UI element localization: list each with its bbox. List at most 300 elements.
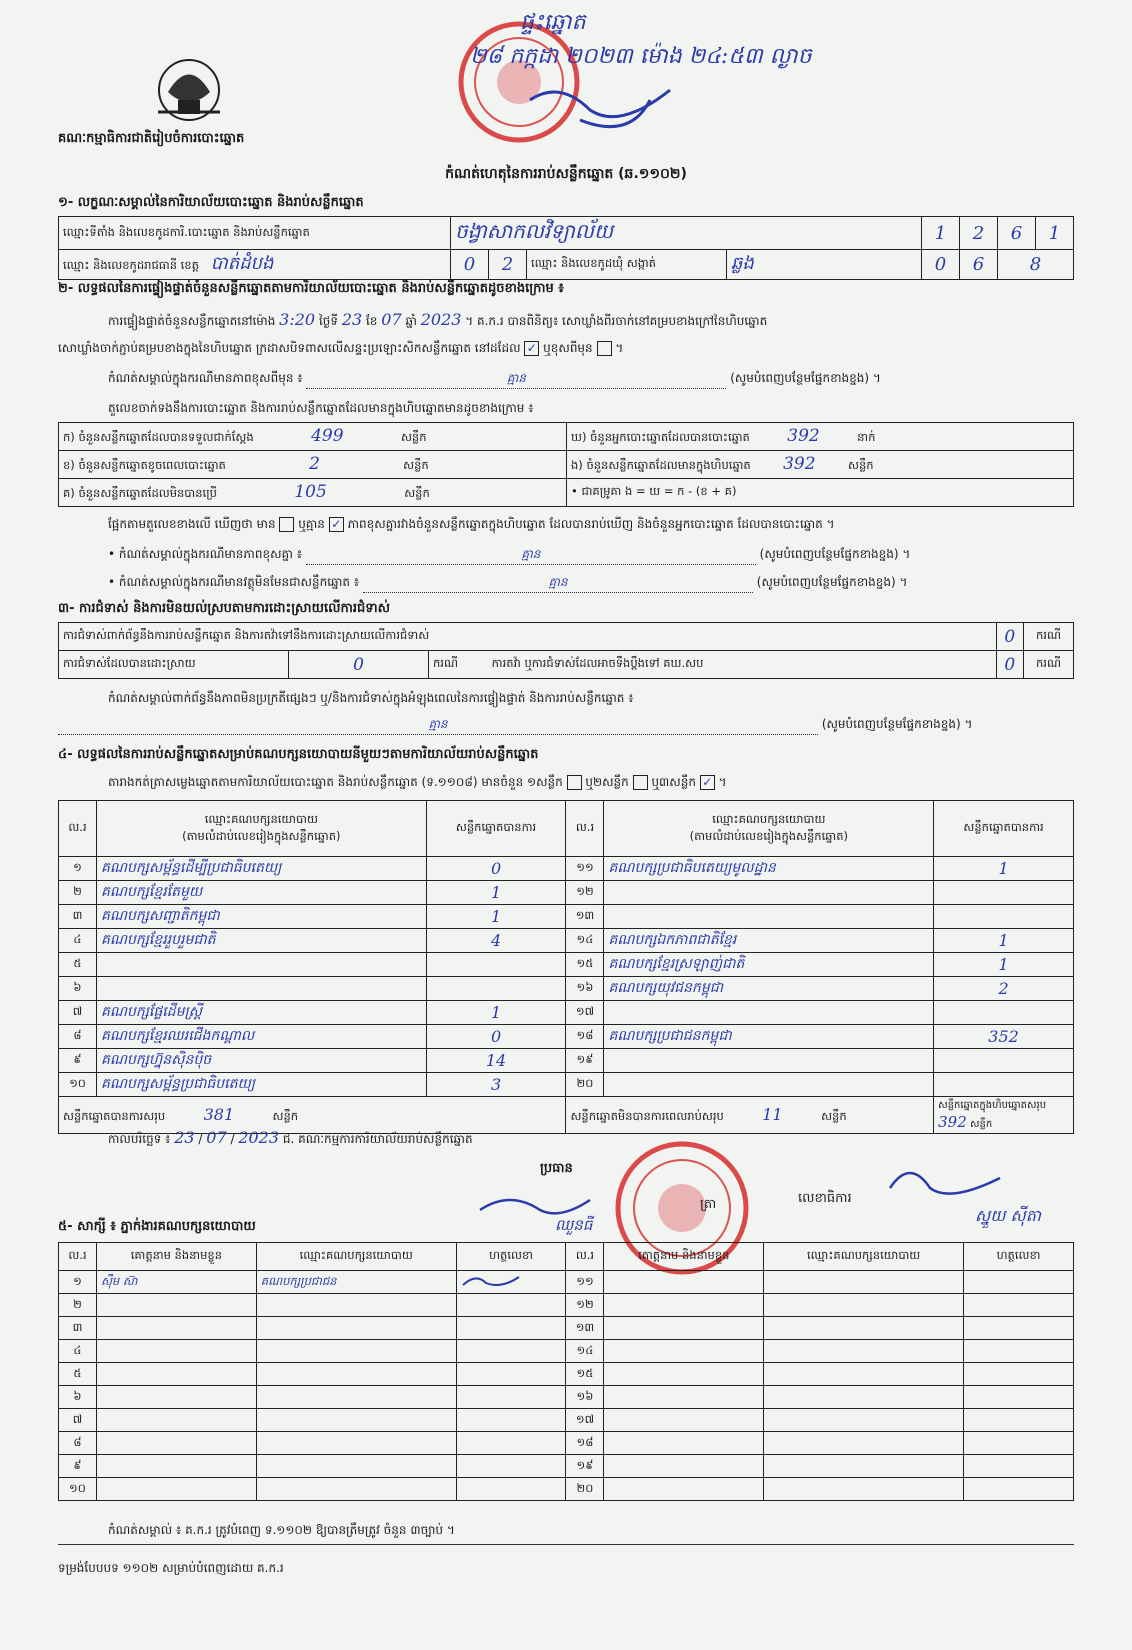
complaints-row-2-unit-and-label <box>429 651 997 679</box>
witness-name-right <box>604 1386 764 1409</box>
footer-note: កំណត់សម្គាល់ ៖ គ.ក.រ ត្រូវបំពេញ ទ.១១០២ ឱ្យបានត្រឹមត្រូវ ចំនួន ៣ច្បាប់ ។ <box>108 1523 455 1537</box>
party-no-left: ១ <box>59 857 97 881</box>
commune-value: ឆ្លង <box>727 250 922 280</box>
witness-party-left <box>256 1363 456 1386</box>
row-d-unit: នាក់ <box>857 430 876 444</box>
dateline-year: 2023 <box>238 1128 280 1147</box>
witness-no-right: ២០ <box>566 1478 604 1501</box>
witness-no-left: ២ <box>59 1294 97 1317</box>
party-name-right: គណបក្សប្រជាធិបតេយ្យមូលដ្ឋាន <box>604 857 934 881</box>
station-code-1: 1 <box>922 217 960 250</box>
table-row <box>59 1432 1074 1455</box>
witness-sign-right <box>964 1478 1074 1501</box>
row-c <box>59 479 567 507</box>
witness-name-right <box>604 1294 764 1317</box>
verification-line-1 <box>58 310 1074 331</box>
witness-party-left <box>256 1478 456 1501</box>
section-3-note-suffix: (សូមបំពេញបន្ថែមផ្នែកខាងខ្នង) ។ <box>821 717 973 731</box>
col-votes-right: សន្លឹកឆ្នោតបានការ <box>934 801 1074 857</box>
party-votes-right: 1 <box>934 929 1074 953</box>
chair-label: ប្រធាន <box>540 1161 573 1176</box>
two-sheet-label: ឬ២សន្លឹក <box>585 775 629 789</box>
witness-sign-left <box>456 1386 566 1409</box>
complaints-row-2-value: 0 <box>289 651 429 679</box>
party-name-left: គណបក្សសញ្ជាតិកម្ពុជា <box>96 905 426 929</box>
results-table <box>58 800 1074 1134</box>
witness-col-sign-left: ហត្ថលេខា <box>456 1243 566 1271</box>
witness-party-right <box>764 1294 964 1317</box>
verification-line-1-rest: ។ គ.ក.រ បានពិនិត្យ៖ សោឃ្លាំងពីរចាក់នៅគម្របខាងក្រៅនៃហិបឆ្នោត <box>465 314 768 328</box>
party-name-right <box>604 881 934 905</box>
commune-label: ឈ្មោះ និងលេខកូដឃុំ សង្កាត់ <box>527 250 727 280</box>
col-party-right <box>604 801 934 857</box>
witness-table <box>58 1242 1074 1501</box>
party-name-right: គណបក្សយុវជនកម្ពុជា <box>604 977 934 1001</box>
witness-name-right <box>604 1409 764 1432</box>
diff-has-label: ផ្អែកតាមតួលេខខាងលើ ឃើញថា មាន <box>108 517 276 531</box>
witness-party-right <box>764 1455 964 1478</box>
dateline-month: 07 <box>206 1128 227 1147</box>
party-no-right: ១៧ <box>566 1001 604 1025</box>
party-no-left: ២ <box>59 881 97 905</box>
unchanged-checkbox[interactable]: ✓ <box>524 341 539 356</box>
witness-party-right <box>764 1271 964 1294</box>
witness-name-left: ស៊ឹម ស៊ា <box>96 1271 256 1294</box>
form-title: កំណត់ហេតុនៃការរាប់សន្លឹកឆ្នោត (ឆ.១១០២) <box>445 166 687 182</box>
footer-divider <box>58 1544 1074 1545</box>
party-name-left: គណបក្សខ្មែរតែមួយ <box>96 881 426 905</box>
witness-sign-right <box>964 1317 1074 1340</box>
party-votes-left: 0 <box>426 1025 566 1049</box>
complaints-row-2-label: ការជំទាស់ដែលបានដោះស្រាយ <box>59 651 289 679</box>
province-row <box>59 250 451 280</box>
station-value: ចង្វាសាកលវិទ្យាល័យ <box>451 217 922 250</box>
table-row <box>59 1455 1074 1478</box>
row-d-label: ឃ) ចំនួនអ្នកបោះឆ្នោតដែលបានបោះឆ្នោត <box>571 430 750 444</box>
intro-text: តារាងកត់ត្រាសម្លេងឆ្នោតតាមការិយាល័យបោះឆ្នោត និងរាប់សន្លឹកឆ្នោត (ទ.១១០៨) មានចំនួន ១សន្លឹក <box>108 775 563 789</box>
witness-no-right: ១៣ <box>566 1317 604 1340</box>
witness-no-left: ៤ <box>59 1340 97 1363</box>
party-name-right <box>604 1073 934 1097</box>
witness-sign-right <box>964 1271 1074 1294</box>
complaints-table <box>58 622 1074 679</box>
witness-no-right: ១៦ <box>566 1386 604 1409</box>
dateline-day: 23 <box>174 1128 195 1147</box>
form-id: ទម្រង់បែបបទ ១១០២ សម្រាប់បំពេញដោយ គ.ក.រ <box>58 1561 284 1575</box>
one-sheet-checkbox[interactable] <box>567 775 582 790</box>
station-code-4: 1 <box>1036 217 1074 250</box>
witness-sign-left <box>456 1317 566 1340</box>
witness-no-right: ១១ <box>566 1271 604 1294</box>
witness-sign-left <box>456 1432 566 1455</box>
note-3-label: • កំណត់សម្គាល់ក្នុងករណីមានវត្ថុមិនមែនជាសន្លឹកឆ្នោត ៖ <box>108 575 360 589</box>
party-no-right: ២០ <box>566 1073 604 1097</box>
witness-sign-left <box>456 1271 566 1294</box>
time-value: 3:20 <box>279 310 316 329</box>
row-b-value: 2 <box>309 454 320 474</box>
party-votes-left: 0 <box>426 857 566 881</box>
party-votes-left: 3 <box>426 1073 566 1097</box>
witness-party-left <box>256 1294 456 1317</box>
witness-name-right <box>604 1340 764 1363</box>
witness-name-left <box>96 1409 256 1432</box>
table-row <box>59 1363 1074 1386</box>
witness-sign-right <box>964 1455 1074 1478</box>
row-e <box>567 451 1074 479</box>
party-name-right: គណបក្សប្រជាជនកម្ពុជា <box>604 1025 934 1049</box>
total-box-unit: សន្លឹក <box>969 1119 993 1130</box>
witness-name-right <box>604 1317 764 1340</box>
witness-no-right: ១៨ <box>566 1432 604 1455</box>
witness-col-name-left: គោត្តនាម និងនាមខ្លួន <box>96 1243 256 1271</box>
day-prefix: ថ្ងៃទី <box>318 314 338 328</box>
row-e-value: 392 <box>783 454 816 474</box>
party-name-left: គណបក្សសម្ព័ន្ធដើម្បីប្រជាធិបតេយ្យ <box>96 857 426 881</box>
witness-name-right <box>604 1432 764 1455</box>
section-3-note-label: កំណត់សម្គាល់ពាក់ព័ន្ធនឹងភាពមិនប្រក្រតីផ្សេងៗ ឬ/និងការជំទាស់ក្នុងអំឡុងពេលនៃការផ្ទៀងផ្ទាត់ និងការរាប់សន្លឹកឆ្នោត ៖ <box>108 691 634 705</box>
province-code-1: 0 <box>451 250 489 280</box>
witness-no-left: ៧ <box>59 1409 97 1432</box>
party-name-left: គណបក្សផ្លែដើមស្ត្រី <box>96 1001 426 1025</box>
table-row <box>59 1271 1074 1294</box>
witness-party-right <box>764 1409 964 1432</box>
party-votes-right: 2 <box>934 977 1074 1001</box>
party-votes-left: 1 <box>426 905 566 929</box>
witness-name-right <box>604 1455 764 1478</box>
row-d <box>567 423 1074 451</box>
witness-sign-left <box>456 1455 566 1478</box>
party-name-left: គណបក្សខ្មែររួបរួមជាតិ <box>96 929 426 953</box>
note-3-line <box>58 574 1074 593</box>
party-name-left: គណបក្សហ្វ៊ុនស៊ិនប៉ិច <box>96 1049 426 1073</box>
witness-no-right: ១៧ <box>566 1409 604 1432</box>
party-votes-left: 14 <box>426 1049 566 1073</box>
party-name-right <box>604 1049 934 1073</box>
party-no-left: ៣ <box>59 905 97 929</box>
section-3-note-value: គ្មាន <box>58 716 818 735</box>
party-votes-right: 1 <box>934 857 1074 881</box>
witness-no-right: ១៩ <box>566 1455 604 1478</box>
diff-description: ភាពខុសគ្នារវាងចំនួនសន្លឹកឆ្នោតក្នុងហិបឆ្នោត ដែលបានរាប់ឃើញ និងចំនួនអ្នកបោះឆ្នោត ដែលបានបោះឆ្នោត ។ <box>347 517 835 531</box>
complaints-row-2b-unit: ករណី <box>1024 651 1074 679</box>
row-c-unit: សន្លឹក <box>404 486 430 500</box>
witness-col-no-left: ល.រ <box>59 1243 97 1271</box>
witness-sign-right <box>964 1340 1074 1363</box>
col-votes-left: សន្លឹកឆ្នោតបានការ <box>426 801 566 857</box>
total-valid-value: 381 <box>203 1104 235 1124</box>
station-label: ឈ្មោះទីតាំង និងលេខកូដការិ.បោះឆ្នោត និងរាប់សន្លឹកឆ្នោត <box>59 217 451 250</box>
witness-no-left: ១ <box>59 1271 97 1294</box>
witness-party-right <box>764 1386 964 1409</box>
party-name-right: គណបក្សឯកភាពជាតិខ្មែរ <box>604 929 934 953</box>
verification-line-2: សោឃ្លាំងចាក់ភ្ជាប់គម្របខាងក្នុងនៃហិបឆ្នោត ក្រដាសបិទពាសលើសន្ទះប្រឡោះសិកសន្លឹកឆ្នោត នៅដដែល ✓ ឬខុសពីមុន ។ <box>58 341 624 355</box>
party-name-left <box>96 953 426 977</box>
witness-sign-left <box>456 1363 566 1386</box>
section-1-table <box>58 216 1074 280</box>
complaints-row-1-value: 0 <box>996 623 1023 651</box>
chair-signature-icon <box>470 1180 620 1240</box>
table-row <box>59 1049 1074 1073</box>
witness-name-right <box>604 1271 764 1294</box>
province-label: ឈ្មោះ និងលេខកូដរាជធានី ខេត្ត <box>63 258 199 272</box>
commune-code-3: 8 <box>998 250 1074 280</box>
table-row <box>59 1478 1074 1501</box>
note-3-suffix: (សូមបំពេញបន្ថែមផ្នែកខាងខ្នង) ។ <box>756 575 908 589</box>
formula: • ជាគម្រូគា ង = ឃ = ក - (ខ + គ) <box>567 479 1074 507</box>
party-no-left: ៥ <box>59 953 97 977</box>
complaints-row-2b-label: ការតវ៉ា ឬការជំទាស់ដែលអាចទឹងប្តឹងទៅ គឃ.សប <box>491 656 704 670</box>
table-row <box>59 1409 1074 1432</box>
witness-name-left <box>96 1317 256 1340</box>
has-difference-checkbox[interactable] <box>279 517 294 532</box>
table-row <box>59 953 1074 977</box>
table-row <box>59 905 1074 929</box>
table-row <box>59 1340 1074 1363</box>
witness-sign-right <box>964 1294 1074 1317</box>
changed-checkbox[interactable] <box>597 341 612 356</box>
no-difference-checkbox[interactable]: ✓ <box>329 517 344 532</box>
witness-party-left: គណបក្សប្រជាជន <box>256 1271 456 1294</box>
station-code-2: 2 <box>960 217 998 250</box>
witness-party-left <box>256 1340 456 1363</box>
party-votes-right <box>934 881 1074 905</box>
secretary-name: ស្នួយ ស៊ីតា <box>975 1206 1042 1225</box>
note-2-label: • កំណត់សម្គាល់ក្នុងករណីមានភាពខុសគ្នា ៖ <box>108 547 303 561</box>
total-box-value: 392 <box>938 1113 967 1131</box>
witness-party-left <box>256 1386 456 1409</box>
changed-label: ឬខុសពីមុន <box>543 341 593 355</box>
top-signature-icon <box>470 0 940 140</box>
col-party-right-2: (តាមលំដាប់លេខរៀងក្នុងសន្លឹកឆ្នោត) <box>689 828 848 843</box>
total-valid-unit: សន្លឹក <box>272 1108 299 1123</box>
witness-name-left <box>96 1294 256 1317</box>
row-a-unit: សន្លឹក <box>400 430 427 444</box>
section-1-heading: ១- លក្ខណៈសម្គាល់នៃការិយាល័យបោះឆ្នោត និងរាប់សន្លឹកឆ្នោត <box>58 195 364 210</box>
party-votes-right <box>934 1049 1074 1073</box>
col-party-left-1: ឈ្មោះគណបក្សនយោបាយ <box>204 811 318 826</box>
witness-sign-left <box>456 1340 566 1363</box>
nec-emblem-icon <box>148 52 230 126</box>
witness-sign-left <box>456 1294 566 1317</box>
party-votes-right: 1 <box>934 953 1074 977</box>
three-sheet-label: ឬ៣សន្លឹក <box>651 775 696 789</box>
party-no-left: ៨ <box>59 1025 97 1049</box>
witness-no-left: ៥ <box>59 1363 97 1386</box>
witness-col-party-left: ឈ្មោះគណបក្សនយោបាយ <box>256 1243 456 1271</box>
table-row <box>59 1073 1074 1097</box>
table-row <box>59 1386 1074 1409</box>
commune-code-2: 6 <box>960 250 998 280</box>
dateline-prefix: កាលបរិច្ឆេទ ៖ <box>108 1132 171 1146</box>
witness-sign-right <box>964 1386 1074 1409</box>
party-no-right: ១២ <box>566 881 604 905</box>
party-no-left: ១០ <box>59 1073 97 1097</box>
witness-sign-left <box>456 1478 566 1501</box>
party-no-right: ១១ <box>566 857 604 881</box>
witness-no-left: ៩ <box>59 1455 97 1478</box>
time-prefix: ការផ្ទៀងផ្ទាត់ចំនួនសន្លឹកឆ្នោតនៅម៉ោង <box>108 314 276 328</box>
party-no-left: ៤ <box>59 929 97 953</box>
table-row <box>59 977 1074 1001</box>
party-votes-right <box>934 1001 1074 1025</box>
witness-no-left: ៦ <box>59 1386 97 1409</box>
diff-none-label: ឬគ្មាន <box>298 517 325 531</box>
witness-signature-icon <box>461 1273 521 1289</box>
secretary-label: លេខាធិការ <box>798 1191 852 1206</box>
total-box-label: សន្លឹកឆ្នោតក្នុងហិបឆ្នោតសរុប <box>938 1100 1047 1111</box>
witness-name-right <box>604 1363 764 1386</box>
witness-name-left <box>96 1432 256 1455</box>
row-b <box>59 451 567 479</box>
party-no-right: ១៦ <box>566 977 604 1001</box>
party-name-right: គណបក្សខ្មែរស្រឡាញ់ជាតិ <box>604 953 934 977</box>
row-b-label: ខ) ចំនួនសន្លឹកឆ្នោតខូចពេលបោះឆ្នោត <box>63 458 226 472</box>
witness-party-left <box>256 1317 456 1340</box>
complaints-row-1-unit: ករណី <box>1024 623 1074 651</box>
table-row <box>59 881 1074 905</box>
table-row <box>59 929 1074 953</box>
party-votes-right <box>934 905 1074 929</box>
handwritten-top-datetime: ២៨ កក្កដា ២០២៣ ម៉ោង ២៤:៥៣ ល្ងាច <box>470 44 812 69</box>
note-2-suffix: (សូមបំពេញបន្ថែមផ្នែកខាងខ្នង) ។ <box>759 547 911 561</box>
section-4-intro: តារាងកត់ត្រាសម្លេងឆ្នោតតាមការិយាល័យបោះឆ្នោត និងរាប់សន្លឹកឆ្នោត (ទ.១១០៨) មានចំនួន ១សន្លឹក ឬ២សន្លឹក ឬ៣សន្លឹក ✓ ។ <box>108 775 727 789</box>
row-c-label: គ) ចំនួនសន្លឹកឆ្នោតដែលមិនបានប្រើ <box>63 486 217 500</box>
section-3-note-line <box>58 716 1074 735</box>
table-row <box>59 1001 1074 1025</box>
row-c-value: 105 <box>294 482 327 502</box>
witness-party-right <box>764 1478 964 1501</box>
party-no-right: ១៩ <box>566 1049 604 1073</box>
witness-sign-right <box>964 1409 1074 1432</box>
row-e-label: ង) ចំនួនសន្លឹកឆ្នោតដែលមានក្នុងហិបឆ្នោត <box>571 458 751 472</box>
total-valid-label: សន្លឹកឆ្នោតបានការសរុប <box>63 1108 166 1123</box>
month-prefix: ខែ <box>366 314 378 328</box>
witness-col-party-right: ឈ្មោះគណបក្សនយោបាយ <box>764 1243 964 1271</box>
total-invalid-label: សន្លឹកឆ្នោតមិនបានការពេលរាប់សរុប <box>570 1108 724 1123</box>
section-5-heading: ៥- សាក្សី ៖ ភ្នាក់ងារគណបក្សនយោបាយ <box>58 1219 256 1234</box>
row-a-value: 499 <box>311 426 344 446</box>
total-invalid-unit: សន្លឹក <box>821 1108 847 1123</box>
witness-name-left <box>96 1478 256 1501</box>
party-name-left: គណបក្សខ្មែរឈរជើងកណ្តាល <box>96 1025 426 1049</box>
witness-party-left <box>256 1455 456 1478</box>
note-1-label: កំណត់សម្គាល់ក្នុងករណីមានភាពខុសពីមុន ៖ <box>108 371 303 385</box>
party-no-right: ១៨ <box>566 1025 604 1049</box>
party-no-right: ១៤ <box>566 929 604 953</box>
party-votes-left: 1 <box>426 1001 566 1025</box>
witness-sign-left <box>456 1409 566 1432</box>
secretary-signature-icon <box>880 1158 1020 1208</box>
complaints-row-2-unit: ករណី <box>433 656 458 670</box>
witness-party-right <box>764 1432 964 1455</box>
party-votes-left: 4 <box>426 929 566 953</box>
party-votes-left <box>426 953 566 977</box>
col-party-left <box>96 801 426 857</box>
witness-party-right <box>764 1363 964 1386</box>
month-value: 07 <box>381 310 402 329</box>
seal-label: ត្រា <box>700 1197 717 1212</box>
note-1-suffix: (សូមបំពេញបន្ថែមផ្នែកខាងខ្នង) ។ <box>730 371 881 385</box>
section-2-heading: ២- លទ្ធផលនៃការផ្ទៀងផ្ទាត់ចំនួនសន្លឹកឆ្នោតតាមការិយាល័យបោះឆ្នោត និងរាប់សន្លឹកឆ្នោតដូចខាងក្រោម ៖ <box>58 281 564 296</box>
note-2-line <box>58 546 1074 565</box>
witness-name-left <box>96 1386 256 1409</box>
witness-no-right: ១៤ <box>566 1340 604 1363</box>
section-4-heading: ៤- លទ្ធផលនៃការរាប់សន្លឹកឆ្នោតសម្រាប់គណបក្សនយោបាយនីមួយៗតាមការិយាល័យរាប់សន្លឹកឆ្នោត <box>58 747 539 762</box>
party-votes-right <box>934 1073 1074 1097</box>
row-d-value: 392 <box>787 426 820 446</box>
party-name-right <box>604 1001 934 1025</box>
note-1-line <box>58 370 1074 389</box>
table-row <box>59 857 1074 881</box>
note-1-value: គ្មាន <box>306 370 726 389</box>
party-votes-right: 352 <box>934 1025 1074 1049</box>
col-no-right: ល.រ <box>566 801 604 857</box>
station-code-3: 6 <box>998 217 1036 250</box>
section-3-heading: ៣- ការជំទាស់ និងការមិនយល់ស្របតាមការដោះស្រាយលើការជំទាស់ <box>58 601 390 616</box>
three-sheet-checkbox[interactable]: ✓ <box>700 775 715 790</box>
party-name-left <box>96 977 426 1001</box>
col-party-right-1: ឈ្មោះគណបក្សនយោបាយ <box>712 811 826 826</box>
witness-sign-right <box>964 1363 1074 1386</box>
table-row <box>59 1317 1074 1340</box>
party-no-left: ៩ <box>59 1049 97 1073</box>
complaints-row-2b-value: 0 <box>996 651 1023 679</box>
verification-line-2-text: សោឃ្លាំងចាក់ភ្ជាប់គម្របខាងក្នុងនៃហិបឆ្នោត ក្រដាសបិទពាសលើសន្ទះប្រឡោះសិកសន្លឹកឆ្នោត នៅដដែល <box>58 341 521 355</box>
ballot-count-table <box>58 422 1074 507</box>
province-value: បាត់ដំបង <box>210 253 274 274</box>
witness-party-right <box>764 1317 964 1340</box>
complaints-row-1-label: ការជំទាស់ពាក់ព័ន្ធនឹងការរាប់សន្លឹកឆ្នោត និងការតវ៉ាទៅនឹងការដោះស្រាយលើការជំទាស់ <box>59 623 997 651</box>
row-b-unit: សន្លឹក <box>403 458 429 472</box>
witness-party-right <box>764 1340 964 1363</box>
difference-line <box>58 516 1074 534</box>
two-sheet-checkbox[interactable] <box>633 775 648 790</box>
col-no-left: ល.រ <box>59 801 97 857</box>
province-code-2: 2 <box>489 250 527 280</box>
party-no-right: ១៣ <box>566 905 604 929</box>
party-no-left: ៦ <box>59 977 97 1001</box>
handwritten-top-label: ផ្ទះឆ្នោត <box>520 10 586 35</box>
chair-name: ឈួនធី <box>555 1216 593 1234</box>
sub-heading: តួលេខចាក់ទងនឹងការបោះឆ្នោត និងការរាប់សន្លឹកឆ្នោតដែលមានក្នុងហិបឆ្នោតមានដូចខាងក្រោម ៖ <box>108 401 534 415</box>
witness-no-right: ១៥ <box>566 1363 604 1386</box>
dateline-suffix: ជ. គណៈកម្មការការិយាល័យរាប់សន្លឹកឆ្នោត <box>282 1132 473 1146</box>
table-row <box>59 1294 1074 1317</box>
party-no-left: ៧ <box>59 1001 97 1025</box>
col-party-left-2: (តាមលំដាប់លេខរៀងក្នុងសន្លឹកឆ្នោត) <box>182 828 341 843</box>
witness-party-left <box>256 1432 456 1455</box>
witness-no-left: ៣ <box>59 1317 97 1340</box>
witness-name-left <box>96 1455 256 1478</box>
witness-sign-right <box>964 1432 1074 1455</box>
party-no-right: ១៥ <box>566 953 604 977</box>
note-2-value: គ្មាន <box>306 546 756 565</box>
witness-no-left: ១០ <box>59 1478 97 1501</box>
witness-name-right <box>604 1478 764 1501</box>
year-value: 2023 <box>420 310 462 329</box>
row-a <box>59 423 567 451</box>
row-a-label: ក) ចំនួនសន្លឹកឆ្នោតដែលបានទទួលជាក់ស្តែង <box>63 430 254 444</box>
total-invalid-value: 11 <box>762 1104 783 1124</box>
party-votes-left <box>426 977 566 1001</box>
witness-col-name-right: គោត្តនាម និងនាមខ្លួន <box>604 1243 764 1271</box>
witness-no-left: ៨ <box>59 1432 97 1455</box>
party-votes-left: 1 <box>426 881 566 905</box>
year-prefix: ឆ្នាំ <box>405 314 417 328</box>
party-name-right <box>604 905 934 929</box>
witness-col-sign-right: ហត្ថលេខា <box>964 1243 1074 1271</box>
day-value: 23 <box>341 310 363 329</box>
